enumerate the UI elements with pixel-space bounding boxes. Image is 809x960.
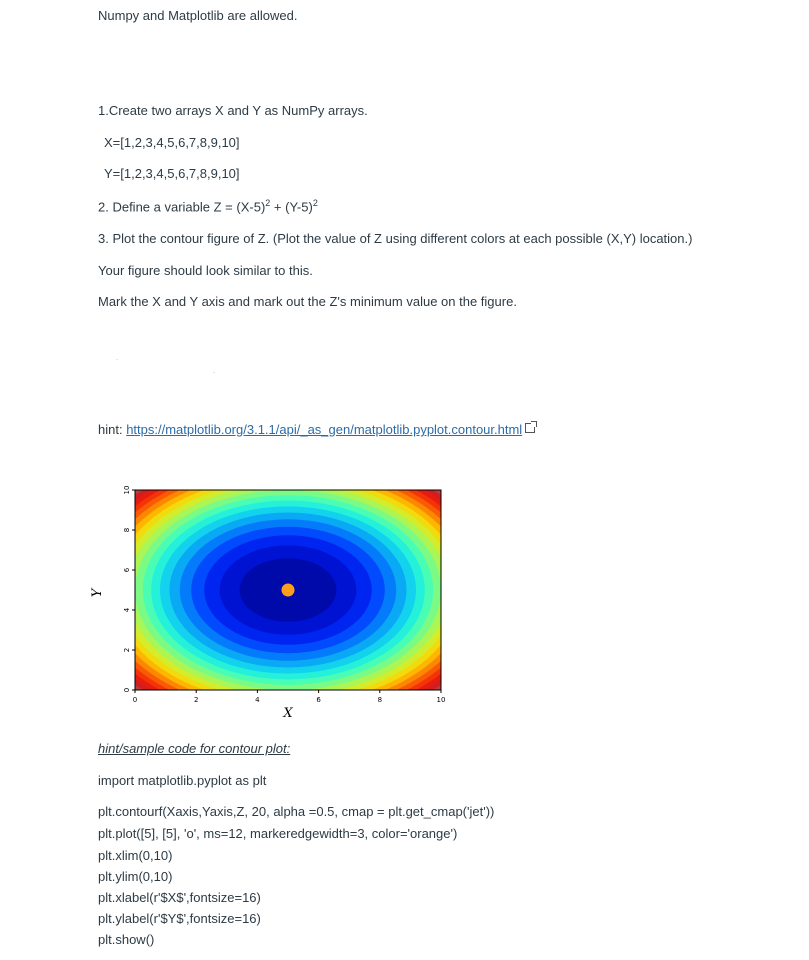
y-tick-label: 6 <box>123 567 131 573</box>
mark-axis-text: Mark the X and Y axis and mark out the Z's minimum value on the figure. <box>98 294 517 309</box>
y-tick-label: 4 <box>123 607 131 613</box>
y-tick-label: 8 <box>123 527 131 533</box>
step2-mid: + (Y-5) <box>270 199 313 215</box>
y-tick-label: 2 <box>123 647 131 653</box>
code-import: import matplotlib.pyplot as plt <box>98 773 267 788</box>
hint-label: hint: <box>98 422 127 437</box>
step2-prefix: 2. Define a variable Z = (X-5) <box>98 199 266 215</box>
minimum-marker <box>282 584 294 596</box>
code-line: plt.xlabel(r'$X$',fontsize=16) <box>98 890 261 905</box>
look-similar-text: Your figure should look similar to this. <box>98 263 313 278</box>
hint-link[interactable]: https://matplotlib.org/3.1.1/api/_as_gen/matplotlib.pyplot.contour.html <box>126 422 523 437</box>
code-line: plt.ylabel(r'$Y$',fontsize=16) <box>98 911 261 926</box>
step2-exp-1: 2 <box>265 198 271 208</box>
step1-text: 1.Create two arrays X and Y as NumPy arrays. <box>98 103 368 118</box>
y-axis-label: Y <box>90 588 105 598</box>
x-tick-label: 0 <box>132 696 138 704</box>
intro-text: Numpy and Matplotlib are allowed. <box>98 8 298 23</box>
sample-heading <box>98 741 290 756</box>
y-tick-label: 0 <box>123 687 131 693</box>
x-tick-label: 4 <box>255 696 260 704</box>
code-line: plt.xlim(0,10) <box>98 848 173 863</box>
code-line: plt.contourf(Xaxis,Yaxis,Z, 20, alpha =0.5, cmap = plt.get_cmap('jet')) <box>98 804 495 819</box>
x-tick-label: 8 <box>377 696 383 704</box>
x-tick-label: 2 <box>193 696 199 704</box>
x-array-text: X=[1,2,3,4,5,6,7,8,9,10] <box>104 135 240 150</box>
y-array-text: Y=[1,2,3,4,5,6,7,8,9,10] <box>104 166 240 181</box>
x-tick-label: 10 <box>436 696 446 704</box>
x-tick-label: 6 <box>316 696 321 704</box>
x-axis-label: X <box>283 706 293 721</box>
code-line: plt.show() <box>98 932 155 947</box>
code-line: plt.plot([5], [5], 'o', ms=12, markeredgewidth=3, color='orange') <box>98 826 458 841</box>
sample-code-heading: hint/sample code for contour plot: <box>98 741 291 756</box>
step3-text: 3. Plot the contour figure of Z. (Plot the value of Z using different colors at each possible (X,Y) location.) <box>98 231 693 246</box>
step2-exp-2: 2 <box>312 198 318 208</box>
code-line: plt.ylim(0,10) <box>98 869 173 884</box>
y-tick-label: 10 <box>123 485 131 495</box>
